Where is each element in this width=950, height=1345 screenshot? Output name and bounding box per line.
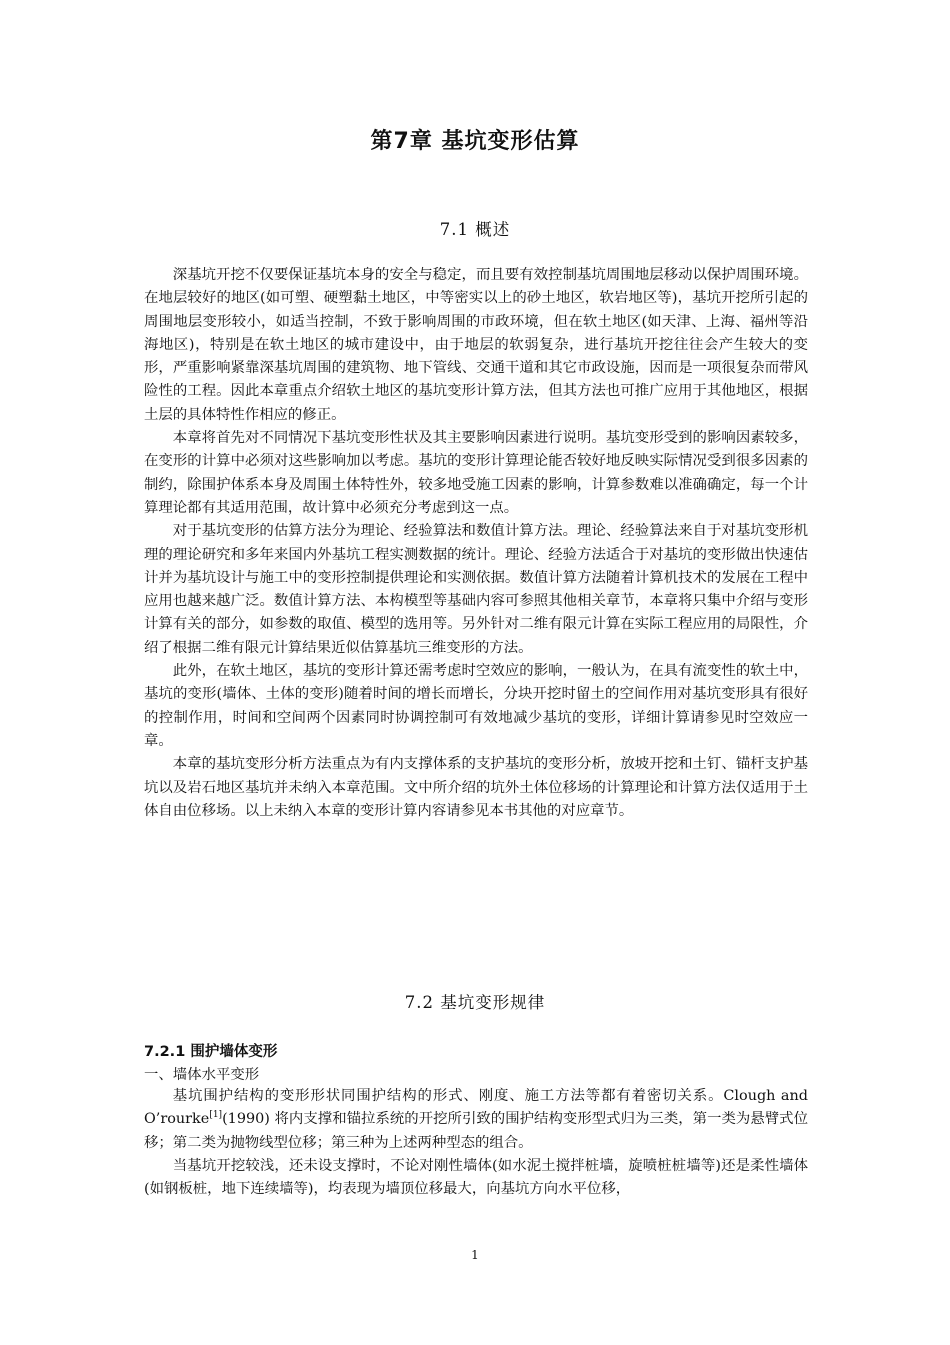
paragraph: 当基坑开挖较浅，还未设支撑时，不论对刚性墙体(如水泥土搅拌桩墙，旋喷桩桩墙等)还是柔性墙体(如钢板桩，地下连续墙等)，均表现为墙顶位移最大，向基坑方向水平位移，	[144, 1157, 808, 1198]
paragraph: 本章的基坑变形分析方法重点为有内支撑体系的支护基坑的变形分析，放坡开挖和土钉、锚杆支护基坑以及岩石地区基坑并未纳入本章范围。文中所介绍的坑外土体位移场的计算理论和计算方法仅适用于土体自由位移场。以上未纳入本章的变形计算内容请参见本书其他的对应章节。	[144, 756, 808, 819]
paragraph: 此外，在软土地区，基坑的变形计算还需考虑时空效应的影响，一般认为，在具有流变性的软土中，基坑的变形(墙体、土体的变形)随着时间的增长而增长，分块开挖时留土的空间作用对基坑变形具有很好的控制作用，时间和空间两个因素同时协调控制可有效地减少基坑的变形，详细计算请参见时空效应一章。	[144, 663, 808, 749]
overview-body	[144, 264, 808, 823]
page-number: 1	[471, 1248, 479, 1262]
paragraph	[144, 1085, 808, 1155]
paragraph: 本章将首先对不同情况下基坑变形性状及其主要影响因素进行说明。基坑变形受到的影响因素较多，在变形的计算中必须对这些影响加以考虑。基坑的变形计算理论能否较好地反映实际情况受到很多因素的制约，除围护体系本身及周围土体特性外，较多地受施工因素的影响，计算参数难以准确确定，每一个计算理论都有其适用范围，故计算中必须充分考虑到这一点。	[144, 430, 808, 516]
section-title-deformation-rules: 7.2 基坑变形规律	[404, 993, 546, 1012]
subsection-title: 7.2.1 围护墙体变形	[144, 1044, 278, 1060]
subheading: 一、墙体水平变形	[144, 1067, 260, 1083]
paragraph: 对于基坑变形的估算方法分为理论、经验算法和数值计算方法。理论、经验算法来自于对基坑变形机理的理论研究和多年来国内外基坑工程实测数据的统计。理论、经验方法适合于对基坑的变形做出快速估计并为基坑设计与施工中的变形控制提供理论和实测依据。数值计算方法随着计算机技术的发展在工程中应用也越来越广泛。数值计算方法、本构模型等基础内容可参照其他相关章节，本章将只集中介绍与变形计算有关的部分，如参数的取值、模型的选用等。另外针对二维有限元计算在实际工程应用的局限性，介绍了根据二维有限元计算结果近似估算基坑三维变形的方法。	[144, 523, 808, 656]
paragraph-text: (1990) 将内支撑和锚拉系统的开挖所引致的围护结构变形型式归为三类，第一类为悬臂式位移；第二类为抛物线型位移；第三种为上述两种型态的组合。	[144, 1111, 808, 1151]
deformation-body	[144, 1085, 808, 1201]
chapter-title: 第7章 基坑变形估算	[370, 129, 580, 154]
paragraph: 深基坑开挖不仅要保证基坑本身的安全与稳定，而且要有效控制基坑周围地层移动以保护周围环境。在地层较好的地区(如可塑、硬塑黏土地区，中等密实以上的砂土地区，软岩地区等)，基坑开挖所引起的周围地层变形较小，如适当控制，不致于影响周围的市政环境，但在软土地区(如天津、上海、福州等沿海地区)，特别是在软土地区的城市建设中，由于地层的软弱复杂，进行基坑开挖往往会产生较大的变形，严重影响紧靠深基坑周围的建筑物、地下管线、交通干道和其它市政设施，因而是一项很复杂而带风险性的工程。因此本章重点介绍软土地区的基坑变形计算方法，但其方法也可推广应用于其他地区，根据土层的具体特性作相应的修正。	[144, 267, 808, 423]
paragraph-text: 基坑围护结构的变形形状同围护结构的形式、刚度、施工方法等都有着密切关系。Clough and O’rourke	[144, 1088, 808, 1128]
section-title-overview: 7.1 概述	[439, 220, 511, 239]
citation-ref: [1]	[209, 1110, 223, 1121]
